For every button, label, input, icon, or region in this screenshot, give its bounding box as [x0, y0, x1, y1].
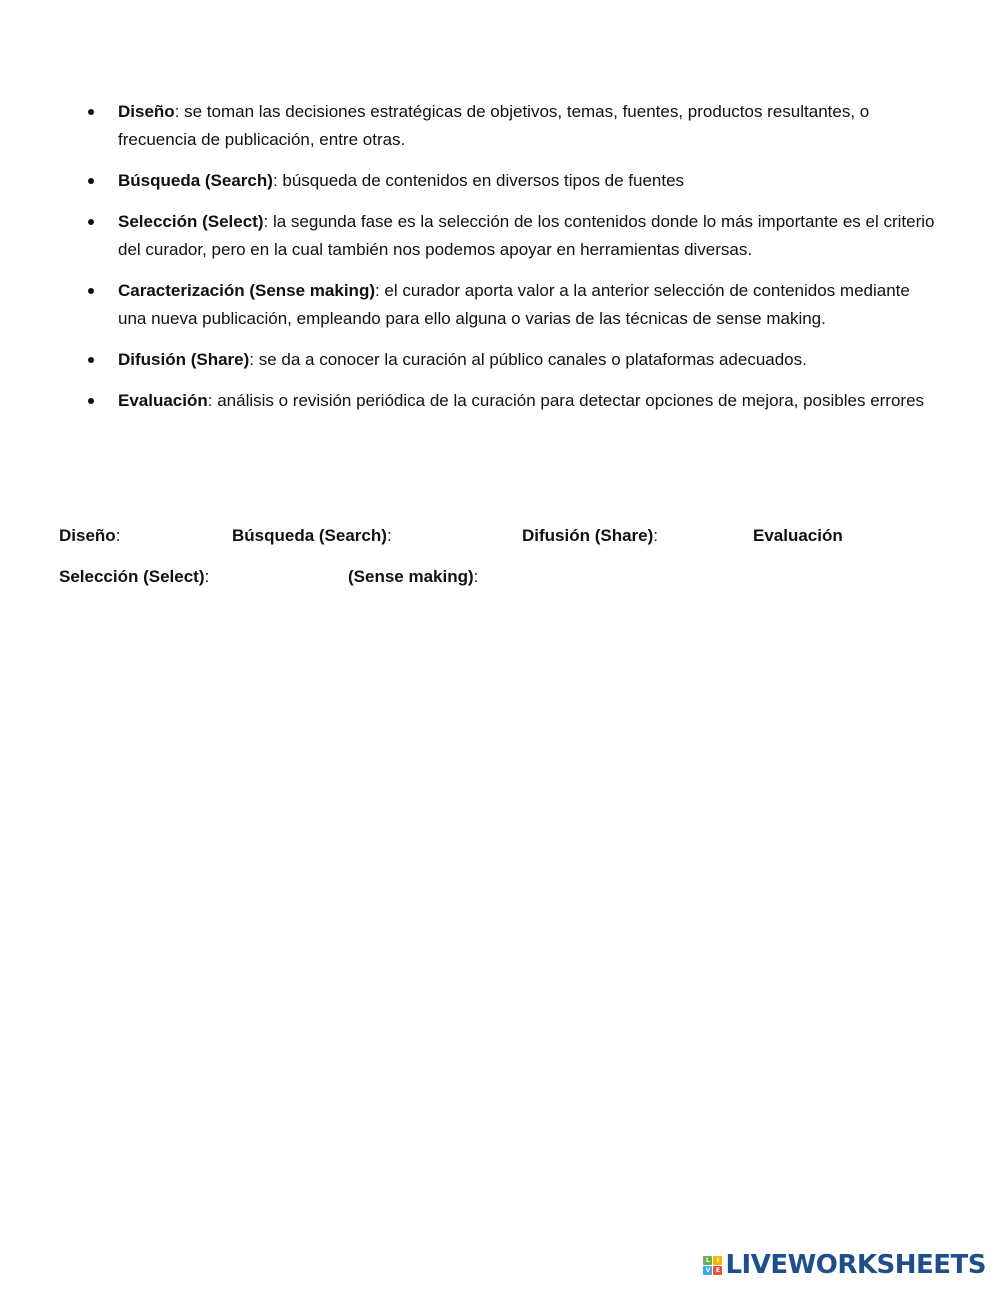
label-term: Selección (Select) — [59, 567, 205, 586]
logo-mark-icon — [703, 1256, 722, 1275]
logo-mark-cell: I — [713, 1256, 722, 1265]
bullet-term: Evaluación — [118, 391, 208, 410]
logo-text: LIVEWORKSHEETS — [725, 1250, 986, 1280]
bullet-seleccion — [88, 208, 938, 264]
bullet-text: : el curador aporta valor a la anterior selección de contenidos mediante una nueva publicación, empleando para ello alguna o varias de las técnicas de sense making. — [118, 281, 910, 328]
bullet-dot — [88, 109, 94, 115]
bullet-dot — [88, 178, 94, 184]
label-seleccion — [59, 566, 209, 588]
bullet-term: Difusión (Share) — [118, 350, 250, 369]
bullet-dot — [88, 288, 94, 294]
logo-mark-cell: L — [703, 1256, 712, 1265]
bullet-caracterizacion — [88, 277, 938, 333]
label-suffix: : — [653, 526, 659, 545]
liveworksheets-logo[interactable] — [703, 1250, 986, 1280]
label-evaluacion — [753, 525, 843, 547]
label-difusion — [522, 525, 658, 547]
bullet-text: : se toman las decisiones estratégicas de objetivos, temas, fuentes, productos resultantes, o frecuencia de publicación, entre otras. — [118, 102, 870, 149]
bullet-evaluacion — [88, 387, 938, 415]
bullet-term: Caracterización (Sense making) — [118, 281, 375, 300]
logo-mark-cell: V — [703, 1266, 712, 1275]
bullet-dot — [88, 357, 94, 363]
label-suffix: : — [386, 526, 392, 545]
label-suffix: : — [204, 567, 210, 586]
label-sense-making — [348, 566, 478, 588]
bullet-text: : análisis o revisión periódica de la curación para detectar opciones de mejora, posibles errores — [207, 391, 925, 410]
bullet-list — [88, 98, 938, 428]
bullet-diseno — [88, 98, 938, 154]
bullet-term: Búsqueda (Search) — [118, 171, 273, 190]
bullet-term: Diseño — [118, 102, 175, 121]
label-diseno — [59, 525, 120, 547]
label-term: Difusión (Share) — [522, 526, 654, 545]
label-term: Evaluación — [753, 526, 843, 545]
bullet-text: : búsqueda de contenidos en diversos tipos de fuentes — [272, 171, 685, 190]
label-term: Búsqueda (Search) — [232, 526, 387, 545]
label-term: (Sense making) — [348, 567, 474, 586]
bullet-busqueda — [88, 167, 938, 195]
label-suffix: : — [473, 567, 479, 586]
label-suffix: : — [115, 526, 121, 545]
bullet-difusion — [88, 346, 938, 374]
bullet-term: Selección (Select) — [118, 212, 264, 231]
bullet-dot — [88, 398, 94, 404]
bullet-text: : la segunda fase es la selección de los contenidos donde lo más importante es el criterio del curador, pero en la cual también nos podemos apoyar en herramientas diversas. — [118, 212, 935, 259]
logo-mark-cell: E — [713, 1266, 722, 1275]
label-busqueda — [232, 525, 392, 547]
bullet-dot — [88, 219, 94, 225]
bullet-text: : se da a conocer la curación al público canales o plataformas adecuados. — [249, 350, 807, 369]
label-term: Diseño — [59, 526, 116, 545]
